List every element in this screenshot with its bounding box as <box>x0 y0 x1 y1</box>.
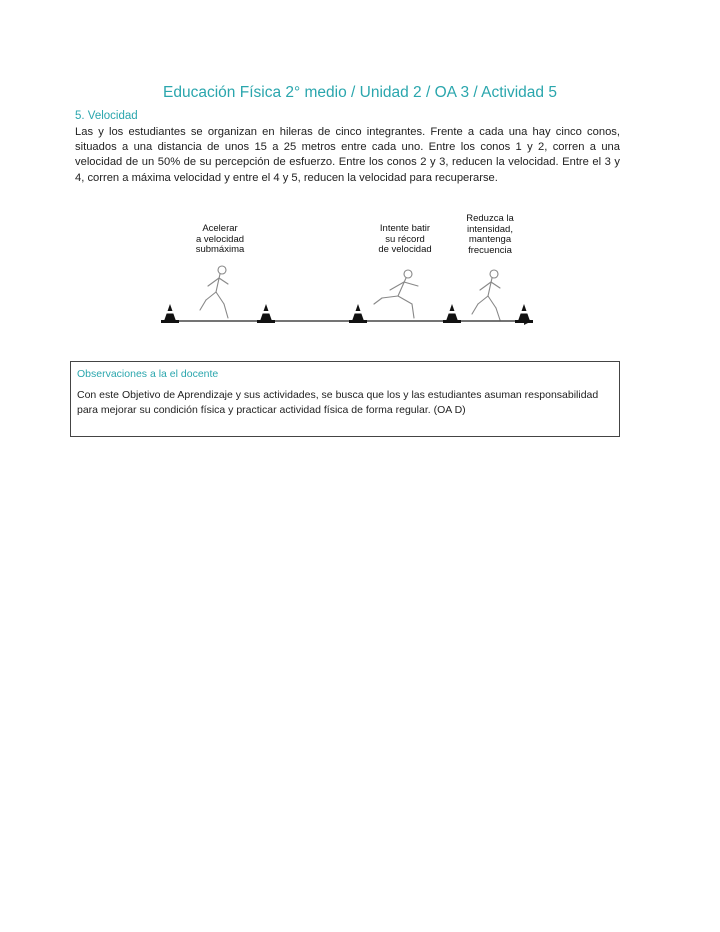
label-line: su récord <box>385 233 425 245</box>
label-line: Reduzca la <box>466 213 514 224</box>
page-title: Educación Física 2° medio / Unidad 2 / OA 3 / Actividad 5 <box>163 84 557 101</box>
section-title: 5. Velocidad <box>75 110 138 122</box>
label-line: Intente batir <box>379 223 431 234</box>
label-line: frecuencia <box>468 244 512 256</box>
cone-icon <box>257 304 275 323</box>
speed-drill-figure <box>160 212 540 332</box>
activity-paragraph: Las y los estudiantes se organizan en hileras de cinco integrantes. Frente a cada una hay cinco conos, situados a una distancia de unos 15 a 25 metros entre cada uno. Entre los conos 1 y 2, corren a una velocidad de un 50% de su percepción de esfuerzo. Entre los conos 2 y 3, reducen la velocidad. Entre el 3 y 4, corren a máxima velocidad y entre el 4 y 5, reducen la velocidad para recuperarse. <box>75 126 620 184</box>
label-line: intensidad, <box>467 223 513 235</box>
cone-icon <box>349 304 367 323</box>
drill-diagram <box>160 212 540 332</box>
runner-icon <box>200 266 228 318</box>
label-line: de velocidad <box>378 244 432 255</box>
label-line: submáxima <box>195 244 245 255</box>
runner-icon <box>374 270 418 318</box>
runner-icon <box>472 270 500 320</box>
cone-icon <box>443 304 461 323</box>
label-line: a velocidad <box>195 233 245 245</box>
cone-icon <box>161 304 179 323</box>
teacher-notes-box <box>70 361 620 437</box>
cone-icon <box>515 304 533 323</box>
label-line: Acelerar <box>202 223 238 234</box>
label-line: mantenga <box>468 234 512 245</box>
notes-title: Observaciones a la el docente <box>77 368 219 380</box>
notes-text: Con este Objetivo de Aprendizaje y sus actividades, se busca que los y las estudiantes asuman responsabilidad para mejorar su condición física y practicar actividad física de forma regular. (OA D) <box>77 389 599 416</box>
